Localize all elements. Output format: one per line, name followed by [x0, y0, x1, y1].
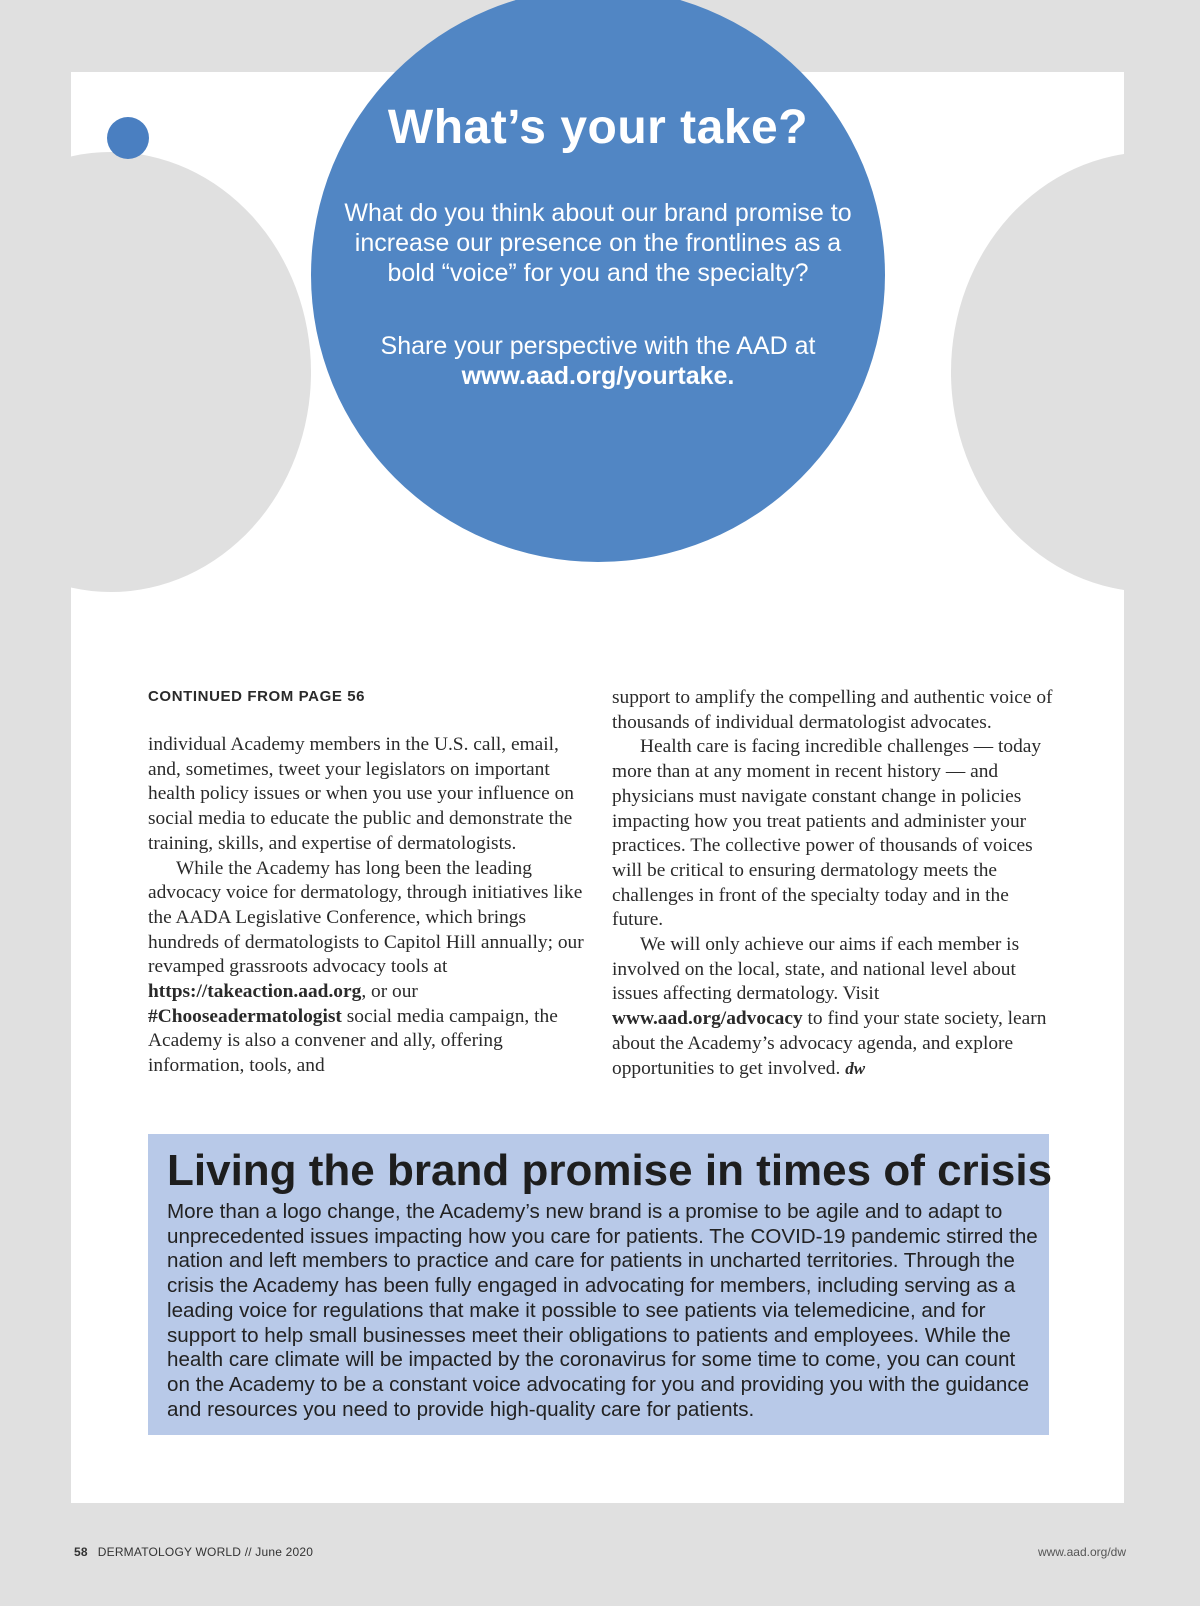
hero-circle — [311, 0, 885, 562]
article-column-2 — [612, 686, 1057, 1081]
publication-info: DERMATOLOGY WORLD // June 2020 — [97, 1545, 314, 1559]
sidebar-body: More than a logo change, the Academy’s new brand is a promise to be agile and to adapt to unprecedented issues impacting how you care for patients. The COVID-19 pandemic stirred the nation and left members to practice and care for patients in uncharted territories. Through the crisis the Academy has been fully engaged in advocating for members, including serving as a leading voice for regulations that make it possible to see patients via telemedicine, and for support to help small businesses meet their obligations to patients and employees. While the health care climate will be impacted by the coronavirus for some time to come, you can count on the Academy to be a constant voice advocating for you and providing you with the guidance and resources you need to provide high-quality care for patients. — [167, 1200, 1038, 1421]
article-paragraph: support to amplify the compelling and authentic voice of thousands of individual dermatologist advocates. — [612, 687, 1053, 733]
footer-url[interactable]: www.aad.org/dw — [1037, 1545, 1126, 1559]
hero-share — [341, 331, 855, 391]
takeaction-link[interactable]: https://takeaction.aad.org — [148, 981, 362, 1003]
article-text: to find your state society, learn about the Academy’s advocacy agenda, and explore opportunities to get involved. — [612, 1008, 1047, 1079]
decorative-circle-right — [951, 152, 1124, 592]
article-paragraph — [148, 857, 588, 1079]
article-text: social media campaign, the Academy is also a convener and ally, offering information, tools, and — [148, 1005, 558, 1077]
article-text: While the Academy has long been the leading advocacy voice for dermatology, through initiatives like the AADA Legislative Conference, which brings hundreds of dermatologists to Capitol Hill annually; our revamped grassroots advocacy tools at — [148, 857, 584, 978]
article-paragraph: individual Academy members in the U.S. call, email, and, sometimes, tweet your legislators on important health policy issues or when you use your influence on social media to educate the public and demonstrate the training, skills, and expertise of dermatologists. — [148, 734, 574, 854]
article-paragraph — [612, 933, 1057, 1081]
sidebar-title: Living the brand promise in times of crisis — [167, 1146, 1053, 1195]
article-text: We will only achieve our aims if each member is involved on the local, state, and national level about issues affecting dermatology. Visit — [612, 934, 1020, 1005]
decorative-circle-left — [71, 152, 311, 592]
decorative-dot — [107, 117, 149, 159]
advocacy-link[interactable]: www.aad.org/advocacy — [612, 1008, 803, 1030]
page-number: 58 — [74, 1545, 88, 1559]
signoff: dw — [845, 1058, 866, 1078]
hero-question: What do you think about our brand promise to increase our presence on the frontlines as a bold “voice” for you and the specialty? — [344, 199, 852, 287]
hashtag: #Chooseadermatologist — [148, 1005, 342, 1027]
sidebar-box — [148, 1134, 1053, 1435]
article-column-1 — [148, 733, 588, 1079]
footer-left — [74, 1545, 313, 1559]
hero-share-text: Share your perspective with the AAD at — [380, 332, 816, 360]
hero-url-link[interactable]: www.aad.org/yourtake. — [461, 362, 735, 390]
article-paragraph: Health care is facing incredible challenges — today more than at any moment in recent history — and physicians must navigate constant change in policies impacting how you treat patients and administer your practices. The collective power of thousands of voices will be critical to ensuring dermatology meets the challenges in front of the specialty today and in the future. — [612, 736, 1042, 931]
article-text: , or our — [361, 981, 418, 1003]
continued-label: CONTINUED FROM PAGE 56 — [148, 688, 366, 705]
hero-title: What’s your take? — [387, 101, 809, 154]
